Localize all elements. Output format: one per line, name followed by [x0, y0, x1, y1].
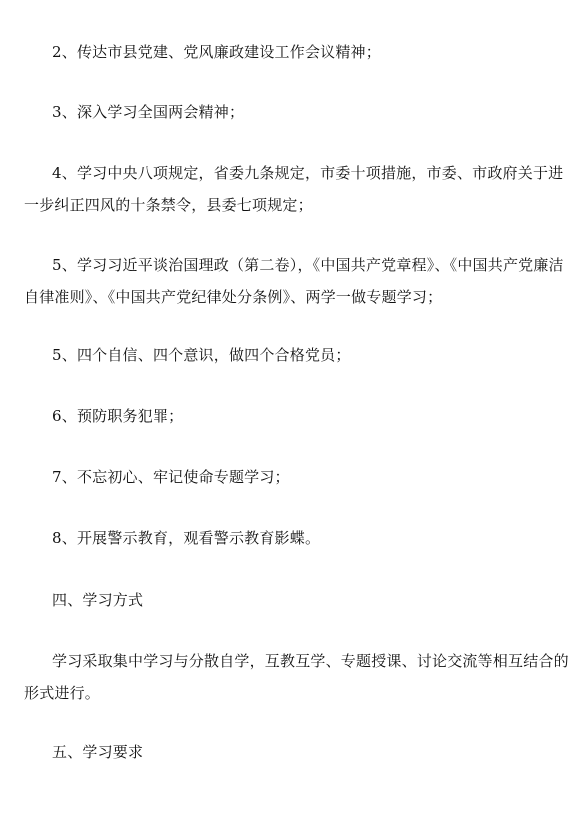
paragraph-line: 7、不忘初心、牢记使命专题学习；	[52, 468, 290, 486]
paragraph-line: 3、深入学习全国两会精神；	[52, 103, 245, 121]
paragraph-line: 一步纠正四风的十条禁令，县委七项规定；	[24, 196, 313, 214]
paragraph-line: 学习采取集中学习与分散自学，互教互学、专题授课、讨论交流等相互结合的	[52, 652, 569, 670]
paragraph-line: 自律准则》、《中国共产党纪律处分条例》、两学一做专题学习；	[24, 288, 443, 306]
paragraph-item-3	[24, 96, 556, 128]
paragraph-item-7	[24, 461, 556, 493]
section-heading-study-requirements	[24, 736, 556, 768]
paragraph-line: 8、开展警示教育，观看警示教育影蝶。	[52, 529, 321, 547]
paragraph-line: 4、学习中央八项规定，省委九条规定，市委十项措施，市委、市政府关于进	[52, 164, 564, 182]
paragraph-item-5-confidence	[24, 339, 556, 371]
section-heading-study-method	[24, 584, 556, 616]
paragraph-line: 形式进行。	[24, 684, 101, 702]
paragraph-line: 5、学习习近平谈治国理政（第二卷），《中国共产党章程》、《中国共产党廉洁	[52, 256, 564, 274]
paragraph-item-4	[24, 157, 564, 221]
paragraph-item-8	[24, 522, 556, 554]
section-heading-text: 四、学习方式	[52, 591, 144, 609]
paragraph-line: 2、传达市县党建、党风廉政建设工作会议精神；	[52, 43, 381, 61]
paragraph-item-5-study	[24, 249, 564, 313]
paragraph-line: 5、四个自信、四个意识，做四个合格党员；	[52, 346, 351, 364]
paragraph-study-method	[24, 645, 569, 709]
section-heading-text: 五、学习要求	[52, 743, 144, 761]
paragraph-item-2	[24, 36, 556, 68]
paragraph-item-6	[24, 400, 556, 432]
paragraph-line: 6、预防职务犯罪；	[52, 407, 184, 425]
